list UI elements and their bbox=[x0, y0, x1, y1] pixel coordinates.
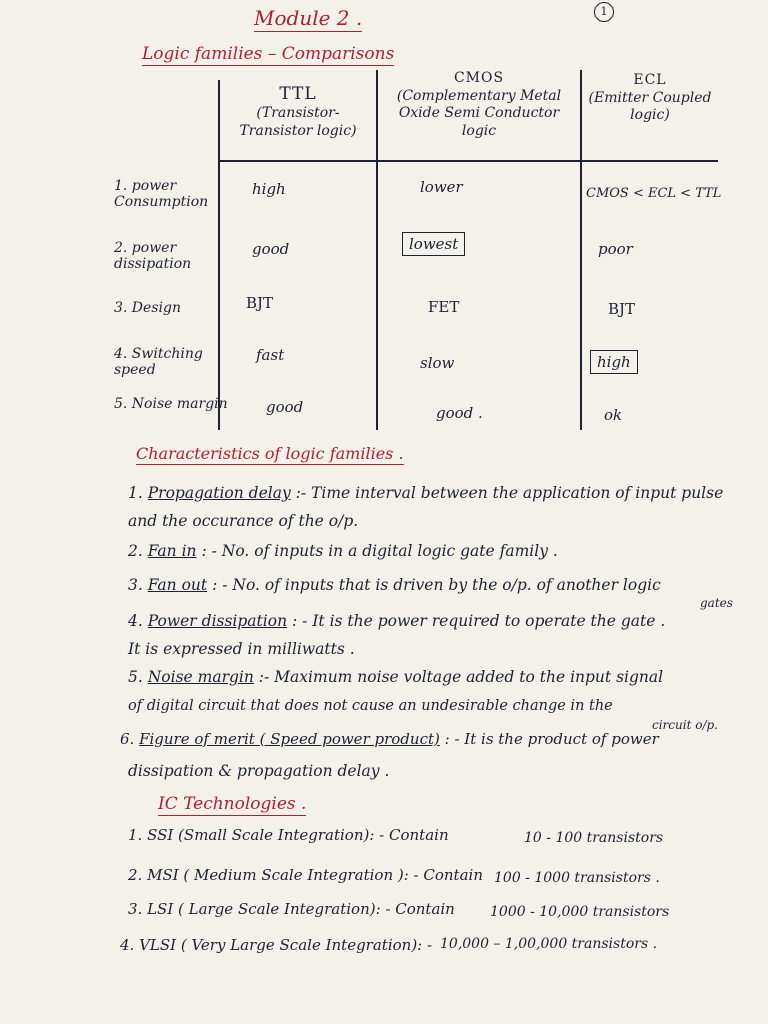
ic-range-ssi: 10 - 100 transistors bbox=[524, 830, 664, 846]
characteristics-title: Characteristics of logic families . bbox=[136, 444, 404, 463]
cell-ttl-1: high bbox=[252, 180, 286, 198]
page-title: Module 2 . bbox=[254, 6, 363, 30]
ic-range-lsi: 1000 - 10,000 transistors bbox=[490, 904, 670, 920]
ic-range-vlsi: 10,000 – 1,00,000 transistors . bbox=[440, 936, 658, 952]
ic-item-vlsi: 4. VLSI ( Very Large Scale Integration): - bbox=[120, 936, 433, 954]
char-line-7: 5. Noise margin :- Maximum noise voltage added to the input signal bbox=[128, 668, 664, 686]
cell-ttl-4: fast bbox=[256, 346, 285, 364]
cell-ecl-5: ok bbox=[604, 406, 623, 424]
cell-cmos-4: slow bbox=[420, 354, 455, 372]
cell-ecl-2: poor bbox=[598, 240, 633, 258]
row-label-power-consumption: 1. power Consumption bbox=[114, 178, 209, 211]
ic-item-ssi: 1. SSI (Small Scale Integration): - Contain bbox=[128, 826, 449, 844]
col-header-cmos: CMOS (Complementary Metal Oxide Semi Conductor logic bbox=[396, 70, 562, 139]
cell-cmos-5: good . bbox=[436, 404, 483, 422]
page-number: 1 bbox=[594, 2, 614, 22]
cell-ecl-1: CMOS < ECL < TTL bbox=[586, 186, 722, 201]
char-line-3: 2. Fan in : - No. of inputs in a digital logic gate family . bbox=[128, 542, 558, 560]
cell-cmos-3: FET bbox=[428, 298, 460, 316]
cell-ecl-3: BJT bbox=[608, 300, 636, 318]
char-line-10: dissipation & propagation delay . bbox=[128, 762, 390, 780]
row-label-switching-speed: 4. Switching speed bbox=[114, 346, 203, 379]
col-header-ecl: ECL (Emitter Coupled logic) bbox=[588, 72, 712, 123]
char-line-5: 4. Power dissipation : - It is the power required to operate the gate . bbox=[128, 612, 666, 630]
row-label-power-dissipation: 2. power dissipation bbox=[114, 240, 192, 273]
cell-cmos-1: lower bbox=[420, 178, 463, 196]
row-label-design: 3. Design bbox=[114, 300, 181, 316]
table-divider-2 bbox=[376, 70, 378, 430]
ic-title: IC Technologies . bbox=[158, 794, 307, 814]
char-line-4: 3. Fan out : - No. of inputs that is driven by the o/p. of another logic bbox=[128, 576, 661, 594]
ic-item-msi: 2. MSI ( Medium Scale Integration ): - Contain bbox=[128, 866, 483, 884]
cell-ttl-2: good bbox=[252, 240, 290, 258]
col-header-ttl: TTL (Transistor-Transistor logic) bbox=[239, 84, 357, 139]
table-header-rule bbox=[218, 160, 718, 162]
cell-ttl-5: good bbox=[266, 398, 304, 416]
char-line-2: and the occurance of the o/p. bbox=[128, 512, 359, 530]
char-line-8: of digital circuit that does not cause an undesirable change in the bbox=[128, 698, 613, 714]
ic-item-lsi: 3. LSI ( Large Scale Integration): - Contain bbox=[128, 900, 455, 918]
circuit-note: circuit o/p. bbox=[652, 718, 718, 732]
ic-range-msi: 100 - 1000 transistors . bbox=[494, 870, 660, 886]
cell-cmos-2: lowest bbox=[402, 232, 465, 256]
char-line-1: 1. Propagation delay :- Time interval between the application of input pulse bbox=[128, 484, 724, 502]
row-label-noise-margin: 5. Noise margin bbox=[114, 396, 228, 412]
table-divider-1 bbox=[218, 80, 220, 430]
cell-ecl-4: high bbox=[590, 350, 638, 374]
char-line-9: 6. Figure of merit ( Speed power product) : - It is the product of power bbox=[120, 730, 659, 748]
cell-ttl-3: BJT bbox=[246, 294, 274, 312]
comparison-title: Logic families – Comparisons bbox=[142, 44, 395, 64]
table-divider-3 bbox=[580, 70, 582, 430]
gates-note: gates bbox=[700, 596, 733, 610]
char-line-6: It is expressed in milliwatts . bbox=[128, 640, 355, 658]
